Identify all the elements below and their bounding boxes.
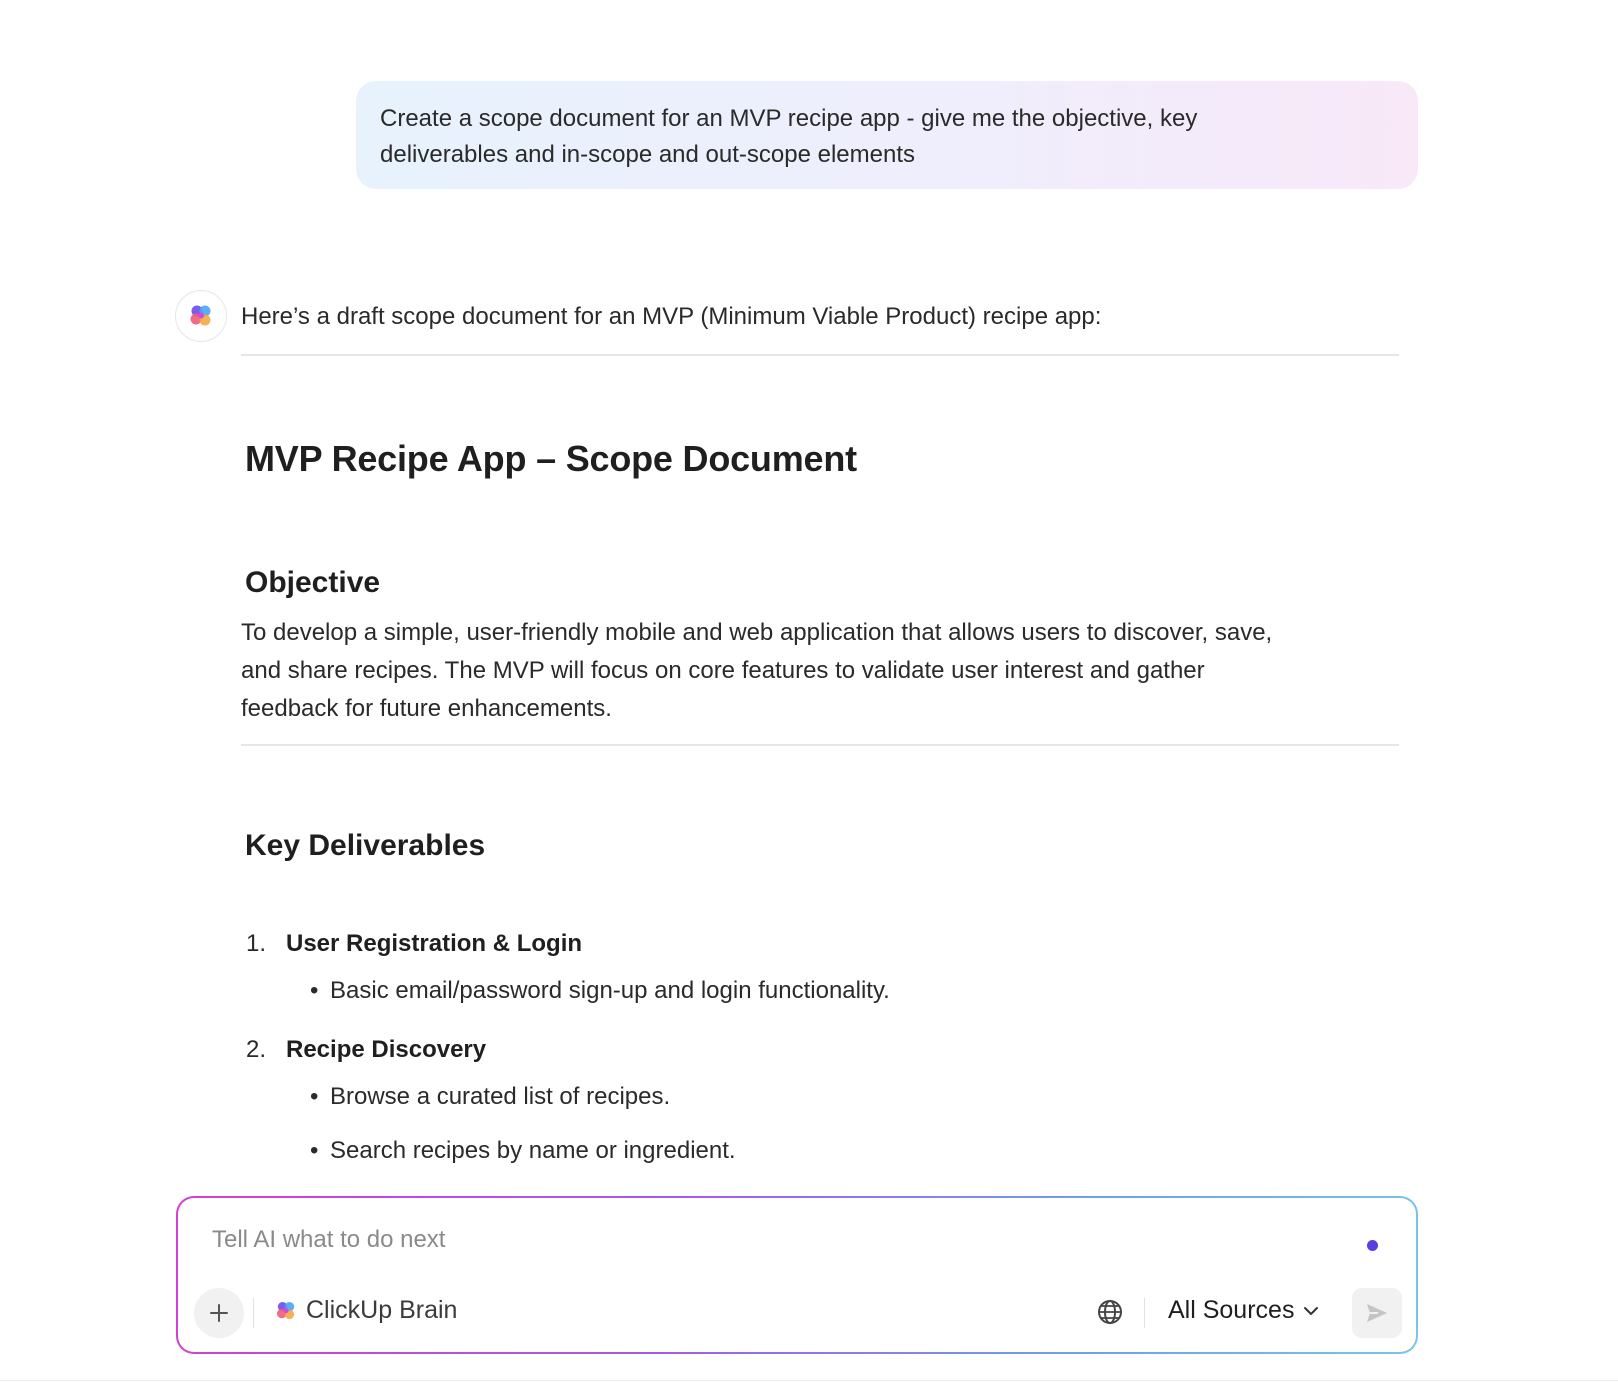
list-item-bullet: • Browse a curated list of recipes. — [310, 1083, 671, 1110]
globe-icon — [1096, 1298, 1124, 1326]
list-item-bullet: • Basic email/password sign-up and login functionality. — [310, 977, 890, 1004]
plus-icon — [208, 1302, 230, 1324]
user-message-bubble — [356, 81, 1418, 189]
separator — [253, 1298, 254, 1328]
list-item-number: 1. — [246, 930, 267, 957]
clickup-brain-label: ClickUp Brain — [306, 1296, 458, 1324]
send-button[interactable] — [1352, 1288, 1402, 1338]
clickup-brain-selector[interactable] — [274, 1296, 457, 1325]
ai-composer — [176, 1196, 1418, 1354]
recording-dot-icon — [1367, 1240, 1378, 1251]
divider — [241, 354, 1399, 356]
objective-paragraph — [241, 614, 1391, 728]
objective-line: To develop a simple, user-friendly mobile and web application that allows users to discover, save, — [241, 619, 1273, 646]
web-search-button[interactable] — [1096, 1298, 1124, 1326]
list-item-title: User Registration & Login — [286, 930, 583, 957]
ai-response-intro: Here’s a draft scope document for an MVP (Minimum Viable Product) recipe app: — [241, 303, 1102, 330]
add-attachment-button[interactable] — [194, 1288, 244, 1338]
key-deliverables-heading: Key Deliverables — [245, 829, 486, 862]
send-icon — [1364, 1300, 1390, 1326]
separator — [1144, 1298, 1145, 1328]
clickup-brain-logo-icon — [274, 1299, 298, 1323]
all-sources-label: All Sources — [1168, 1296, 1295, 1324]
all-sources-dropdown[interactable] — [1168, 1296, 1320, 1325]
user-message-line: Create a scope document for an MVP recipe app - give me the objective, key — [380, 105, 1198, 132]
list-item-bullet: • Search recipes by name or ingredient. — [310, 1137, 736, 1164]
clickup-brain-logo-icon — [175, 290, 227, 342]
objective-line: feedback for future enhancements. — [241, 695, 612, 722]
chevron-down-icon — [1302, 1302, 1320, 1320]
prompt-input[interactable]: Tell AI what to do next — [212, 1226, 446, 1253]
document-title: MVP Recipe App – Scope Document — [245, 438, 857, 479]
objective-line: and share recipes. The MVP will focus on core features to validate user interest and gather — [241, 657, 1205, 684]
user-message-line: deliverables and in-scope and out-scope elements — [380, 141, 915, 168]
objective-heading: Objective — [245, 566, 381, 599]
divider — [241, 744, 1399, 746]
ai-composer-inner[interactable] — [178, 1198, 1416, 1352]
list-item-number: 2. — [246, 1036, 267, 1063]
bottom-divider — [0, 1380, 1618, 1381]
list-item-title: Recipe Discovery — [286, 1036, 487, 1063]
